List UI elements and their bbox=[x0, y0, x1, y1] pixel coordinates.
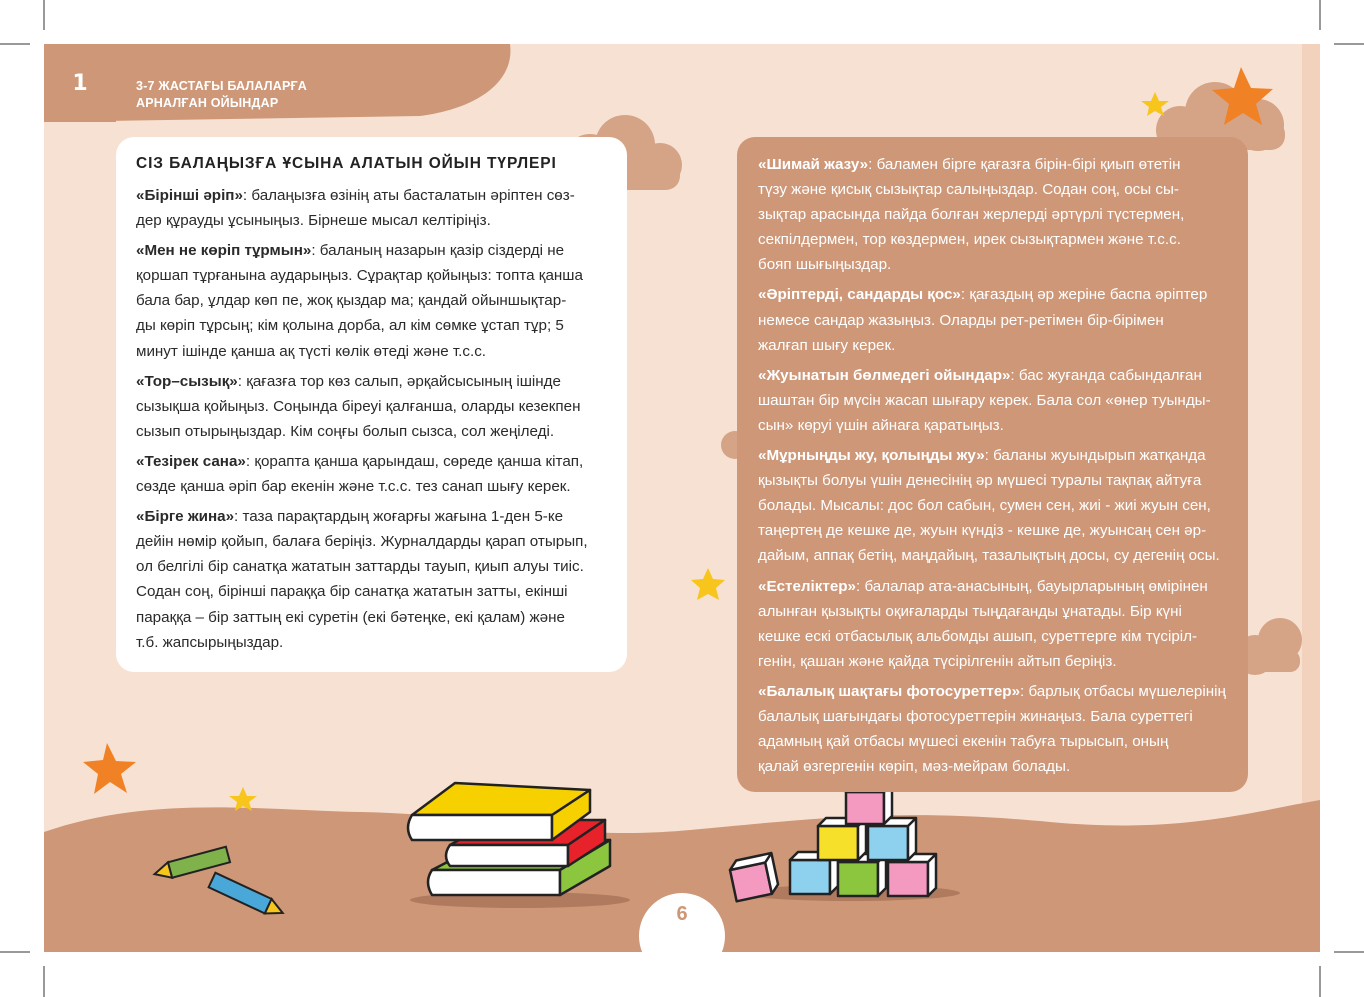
left-card-body bbox=[136, 183, 608, 660]
game-title: «Әріптерді, сандарды қос» bbox=[758, 286, 961, 304]
card-heading: СІЗ БАЛАҢЫЗҒА ҰСЫНА АЛАТЫН ОЙЫН ТҮРЛЕРІ bbox=[136, 155, 557, 172]
game-description: : балаңызға өзінің аты басталатын әріптен сөз- дер құрауды ұсыныңыз. Бірнеше мысал келтіріңіз. bbox=[136, 187, 575, 230]
game-description: : қағазға тор көз салып, әрқайсысының ішінде сызықша қойыңыз. Соңында біреуі қалғанша, оларды кезекпен сызып отырыңыздар. Кім соңғы болып сызса, сол жеңіледі. bbox=[136, 372, 581, 440]
page-number: 6 bbox=[676, 903, 688, 925]
game-title: «Тор–сызық» bbox=[136, 372, 238, 390]
game-description: : баланың назарын қазір сіздерді не қоршап тұрғанына аударыңыз. Сұрақтар қойыңыз: топта қанша бала бар, ұлдар көп пе, жоқ қыздар ма; қандай ойыншықтар- ды көріп тұрсың; кім қолына дорба, ал кім сөмке ұстап тұр; 5 минут ішінде қанша ақ түсті көлік өтеді және т.с.с. bbox=[136, 242, 583, 360]
game-description: : таза парақтардың жоғарғы жағына 1-ден 5-ке дейін нөмір қойып, балаға беріңіз. Журналдарды қарап отырып, ол белгілі бір санатқа жататын заттарды тауып, қиып алуы тиіс. Содан соң, бірінші параққа бір санатқа жататын затты, екінші параққа – бір заттың екі суретін (екі бәтеңке, екі қалам) және т.б. жапсырыңыздар. bbox=[136, 508, 588, 651]
game-description: : баламен бірге қағазға бірін-бірі қиып өтетін түзу және қисық сызықтар салыңыздар. Содан соң, осы сы- зықтар арасында пайда болған жерлерді әртүрлі түстермен, секпілдермен, тор көздермен, ирек сызықтармен және т.с.с. бояп шығыңыздар. bbox=[758, 156, 1185, 274]
right-card-body bbox=[758, 152, 1230, 784]
game-description: : қорапта қанша қарындаш, сөреде қанша кітап, сөзде қанша әріп бар екенін және т.с.с. тез санап шығу керек. bbox=[136, 452, 584, 496]
game-description: : баланы жуындырып жатқанда қызықты болуы үшін денесінің әр мүшесі туралы тақпақ айтуға болады. Мысалы: дос бол сабын, сумен сен, жиі - жиі жуын сен, таңертең де кешке де, жуын күндіз - кешке де, жуынсаң сен әр- дайым, аппақ бетің, маңдайың, тазалықтың досы, су дегенің осы. bbox=[758, 447, 1220, 565]
game-title: «Мұрныңды жу, қолыңды жу» bbox=[758, 447, 985, 465]
game-title: «Бірге жина» bbox=[136, 508, 235, 526]
chapter-title bbox=[136, 78, 307, 112]
game-item bbox=[136, 238, 608, 363]
game-title: «Жуынатын бөлмедегі ойындар» bbox=[758, 366, 1011, 384]
page-number-badge bbox=[639, 893, 725, 979]
game-item bbox=[758, 443, 1230, 568]
right-text-card bbox=[737, 137, 1248, 792]
game-item bbox=[758, 363, 1230, 438]
game-description: : бас жуғанда сабындалған шаштан бір мүсін жасап шығару керек. Бала сол «өнер туынды- сын» көруі үшін айнаға қаратыңыз. bbox=[758, 366, 1211, 434]
game-item bbox=[136, 504, 608, 655]
chapter-title-line2: АРНАЛҒАН ОЙЫНДАР bbox=[136, 96, 279, 110]
game-description: : барлық отбасы мүшелерінің балалық шағындағы фотосуреттерін жинаңыз. Бала суреттегі адамның қай отбасы мүшесі екенін табуға тырысып, оның қалай өзгергенін көріп, мәз-мейрам болады. bbox=[758, 682, 1226, 776]
game-item bbox=[758, 152, 1230, 277]
game-title: «Мен не көріп тұрмын» bbox=[136, 242, 312, 260]
game-description: : балалар ата-анасының, бауырларының өмірінен алынған қызықты оқиғаларды тыңдағанды ұнатады. Бір күні кешке ескі отбасылық альбомды ашып, суреттерге кім түсіріл- генін, қашан және қайда түсірілгенін айтып беріңіз. bbox=[758, 577, 1208, 670]
game-title: «Тезірек сана» bbox=[136, 452, 246, 470]
game-item bbox=[758, 574, 1230, 674]
game-title: «Балалық шақтағы фотосуреттер» bbox=[758, 682, 1021, 700]
chapter-title-line1: 3-7 ЖАСТАҒЫ БАЛАЛАРҒА bbox=[136, 79, 308, 93]
game-title: «Шимай жазу» bbox=[758, 156, 869, 173]
game-item bbox=[136, 369, 608, 444]
game-item bbox=[136, 183, 608, 233]
game-item bbox=[758, 679, 1230, 779]
left-text-card bbox=[116, 137, 627, 672]
chapter-number: 1 bbox=[72, 70, 88, 96]
game-title: «Бірінші әріп» bbox=[136, 187, 243, 204]
game-item bbox=[758, 282, 1230, 357]
game-title: «Естеліктер» bbox=[758, 577, 856, 595]
game-description: : қағаздың әр жеріне баспа әріптер немесе сандар жазыңыз. Оларды рет-ретімен бір-бірімен жалғап шығу керек. bbox=[758, 286, 1208, 354]
game-item bbox=[136, 449, 608, 499]
